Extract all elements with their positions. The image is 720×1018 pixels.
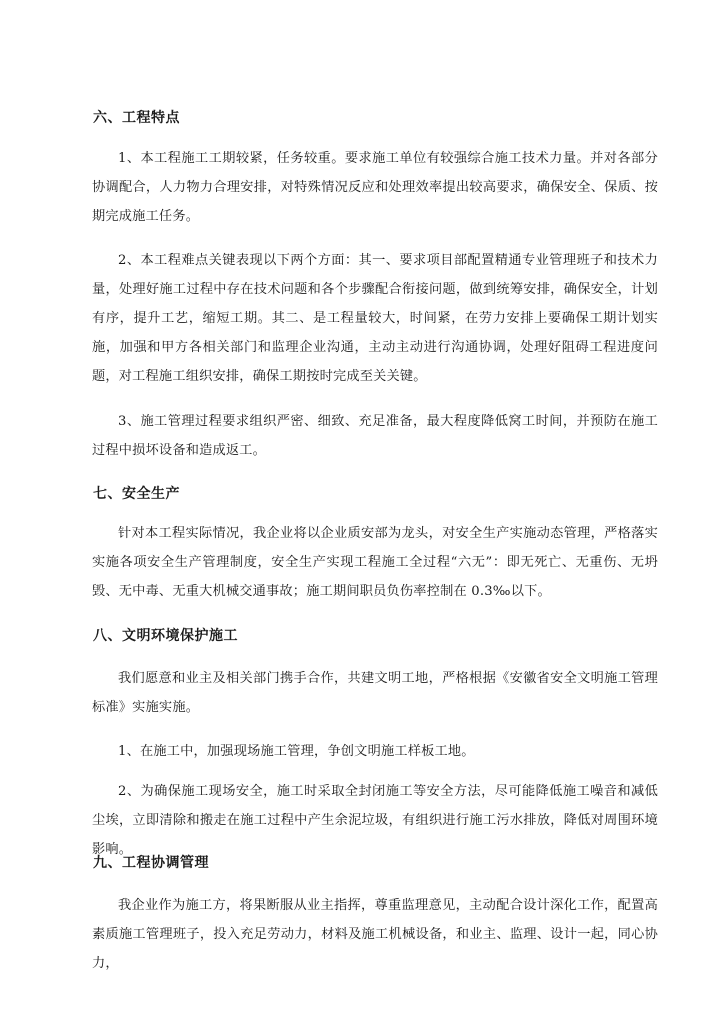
section-8-heading: 八、文明环境保护施工 xyxy=(93,628,238,644)
section-6-paragraph-1: 1、本工程施工工期较紧，任务较重。要求施工单位有较强综合施工技术力量。并对各部分协调配合，人力物力合理安排，对特殊情况反应和处理效率提出较高要求，确保安全、保质、按期完成施工任务。 xyxy=(92,151,658,224)
section-7-heading: 七、安全生产 xyxy=(93,486,180,502)
section-8-paragraph-1: 我们愿意和业主及相关部门携手合作，共建文明工地，严格根据《安徽省安全文明施工管理标准》实施实施。 xyxy=(92,671,658,715)
section-6-paragraph-2: 2、本工程难点关键表现以下两个方面：其一、要求项目部配置精通专业管理班子和技术力量，处理好施工过程中存在技术问题和各个步骤配合衔接问题，做到统筹安排，确保安全，计划有序，提升工艺，缩短工期。其二、是工程量较大，时间紧，在劳力安排上要确保工期计划实施，加强和甲方各相关部门和监理企业沟通，主动主动进行沟通协调，处理好阻碍工程进度问题，对工程施工组织安排，确保工期按时完成至关关键。 xyxy=(92,253,658,384)
section-6-heading: 六、工程特点 xyxy=(93,110,180,126)
section-9-heading: 九、工程协调管理 xyxy=(93,855,209,871)
section-8-paragraph-2: 1、在施工中，加强现场施工管理，争创文明施工样板工地。 xyxy=(118,744,475,759)
section-8-paragraph-3: 2、为确保施工现场安全，施工时采取全封闭施工等安全方法，尽可能降低施工噪音和减低尘埃，立即清除和搬走在施工过程中产生余泥垃圾，有组织进行施工污水排放，降低对周围环境影响。 xyxy=(92,784,658,857)
section-6-paragraph-3: 3、施工管理过程要求组织严密、细致、充足准备，最大程度降低窝工时间，并预防在施工过程中损坏设备和造成返工。 xyxy=(92,414,658,458)
section-9-paragraph-1: 我企业作为施工方，将果断服从业主指挥，尊重监理意见，主动配合设计深化工作，配置高素质施工管理班子，投入充足劳动力，材料及施工机械设备，和业主、监理、设计一起，同心协力， xyxy=(92,898,658,971)
section-7-paragraph-1: 针对本工程实际情况，我企业将以企业质安部为龙头，对安全生产实施动态管理，严格落实实施各项安全生产管理制度，安全生产实现工程施工全过程“六无”：即无死亡、无重伤、无坍毁、无中毒、无重大机械交通事故；施工期间职员负伤率控制在 0.3‰以下。 xyxy=(92,526,658,599)
